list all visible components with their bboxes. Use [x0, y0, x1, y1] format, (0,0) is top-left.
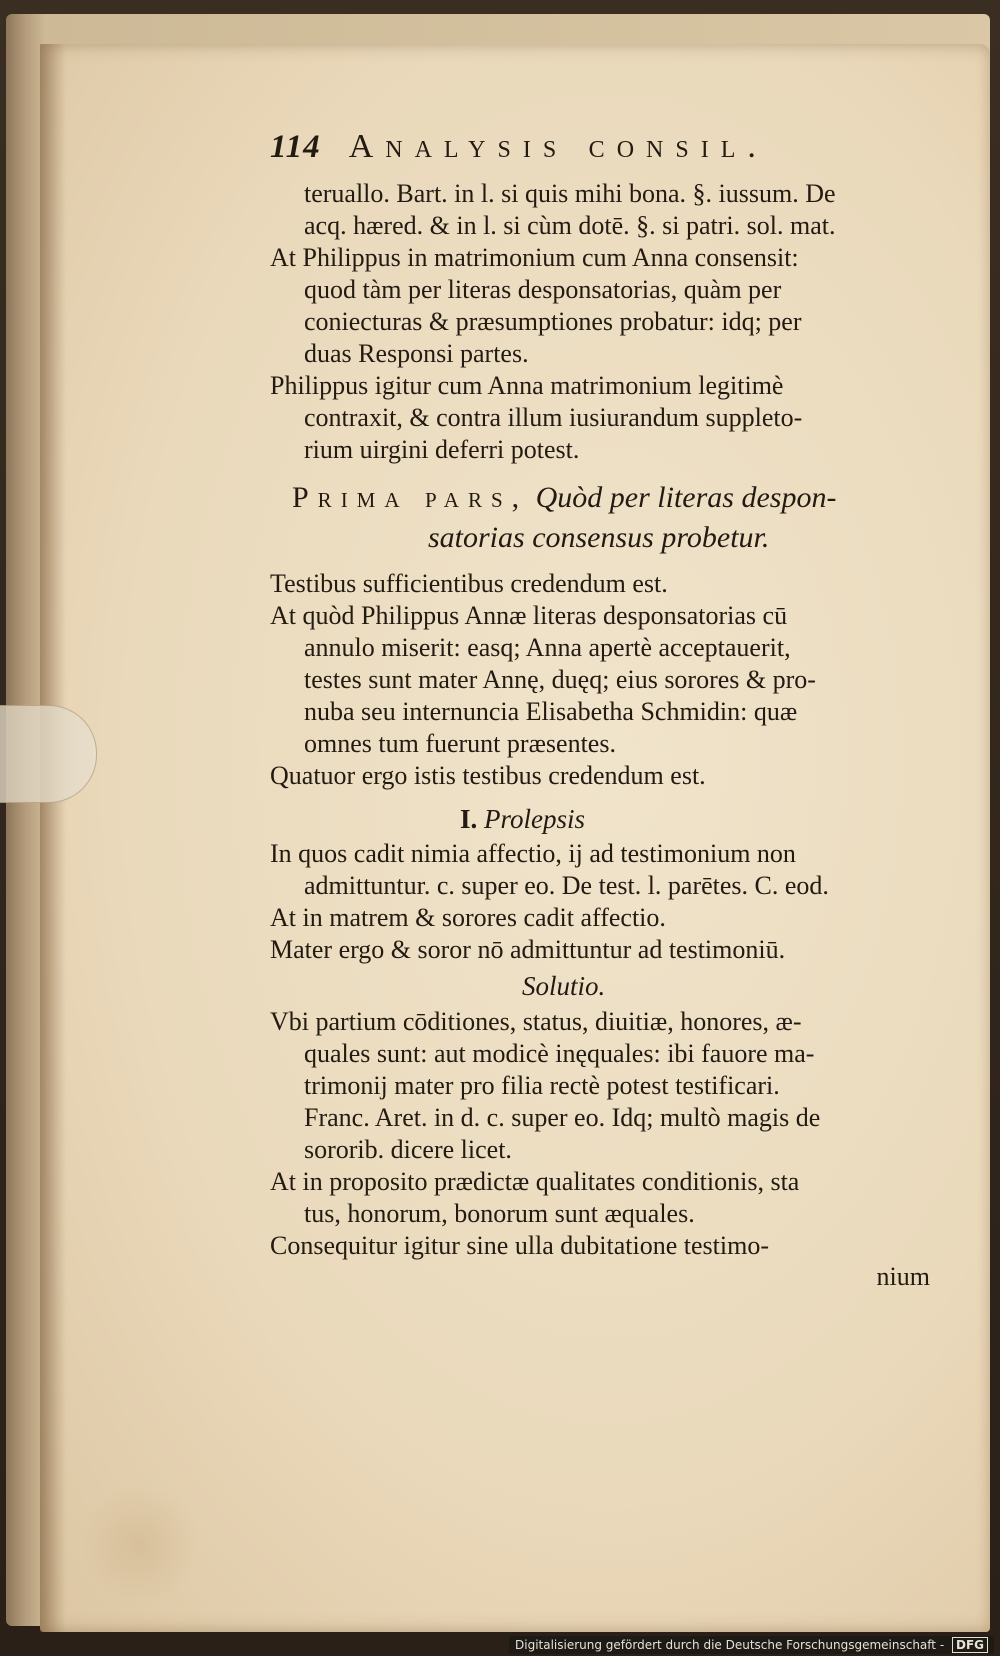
text-line: rium uirgini deferri potest.	[304, 435, 580, 464]
text-line: Consequitur igitur sine ulla dubitatione testimo-	[270, 1231, 769, 1260]
page-stain	[80, 1484, 200, 1604]
text-line: annulo miserit: easq; Anna apertè acceptauerit,	[304, 633, 791, 662]
text-line: Testibus sufficientibus credendum est.	[270, 569, 668, 598]
running-title: Analysis consil.	[348, 128, 768, 165]
running-head	[270, 128, 960, 178]
text-line: tus, honorum, bonorum sunt æquales.	[304, 1199, 695, 1228]
text-line: acq. hæred. & in l. si cùm dotē. §. si patri. sol. mat.	[304, 211, 836, 240]
text-line: quales sunt: aut modicè inęquales: ibi fauore ma-	[304, 1039, 815, 1068]
text-line: duas Responsi partes.	[304, 339, 529, 368]
prolepsis-number: I.	[460, 804, 478, 834]
bookmark-tab	[0, 705, 97, 803]
text-line: nuba seu internuncia Elisabetha Schmidin: quæ	[304, 697, 798, 726]
section-heading-caps: Prima pars,	[292, 481, 529, 514]
section-heading-italic: Quòd per literas despon-	[535, 481, 837, 514]
text-line: In quos cadit nimia affectio, ij ad testimonium non	[270, 839, 796, 868]
prolepsis-heading	[270, 800, 960, 838]
digitization-credit	[509, 1636, 994, 1654]
text-line: Vbi partium cōditiones, status, diuitiæ, honores, æ-	[270, 1007, 802, 1036]
text-line: Franc. Aret. in d. c. super eo. Idq; multò magis de	[304, 1103, 821, 1132]
text-line: trimonij mater pro filia rectè potest testificari.	[304, 1071, 780, 1100]
text-line: Quatuor ergo istis testibus credendum est.	[270, 761, 706, 790]
text-line: admittuntur. c. super eo. De test. l. parētes. C. eod.	[304, 871, 829, 900]
dfg-logo: DFG	[952, 1637, 988, 1653]
text-line: At Philippus in matrimonium cum Anna consensit:	[270, 243, 799, 272]
text-line: contraxit, & contra illum iusiurandum suppleto-	[304, 403, 803, 432]
prolepsis-title: Prolepsis	[484, 804, 586, 834]
text-line: At in proposito prædictæ qualitates conditionis, sta	[270, 1167, 800, 1196]
text-line: Philippus igitur cum Anna matrimonium legitimè	[270, 371, 784, 400]
section-heading	[270, 478, 960, 518]
text-line: omnes tum fuerunt præsentes.	[304, 729, 616, 758]
text-line: testes sunt mater Annę, duęq; eius sorores & pro-	[304, 665, 816, 694]
text-line: Mater ergo & soror nō admittuntur ad testimoniū.	[270, 935, 786, 964]
text-line: At quòd Philippus Annæ literas desponsatorias cū	[270, 601, 788, 630]
section-heading-continued: satorias consensus probetur.	[428, 521, 770, 554]
page-number: 114	[270, 129, 321, 165]
solutio-heading: Solutio.	[522, 971, 606, 1001]
text-line: coniecturas & præsumptiones probatur: idq; per	[304, 307, 802, 336]
text-line: quod tàm per literas desponsatorias, quàm per	[304, 275, 782, 304]
page-text	[270, 128, 960, 1292]
page-gutter-shadow	[40, 44, 66, 1632]
text-line: At in matrem & sorores cadit affectio.	[270, 903, 666, 932]
catchword: nium	[876, 1262, 930, 1291]
text-line: teruallo. Bart. in l. si quis mihi bona. §. iussum. De	[304, 179, 836, 208]
credit-text: Digitalisierung gefördert durch die Deutsche Forschungsgemeinschaft -	[515, 1638, 945, 1652]
text-line: sororib. dicere licet.	[304, 1135, 512, 1164]
